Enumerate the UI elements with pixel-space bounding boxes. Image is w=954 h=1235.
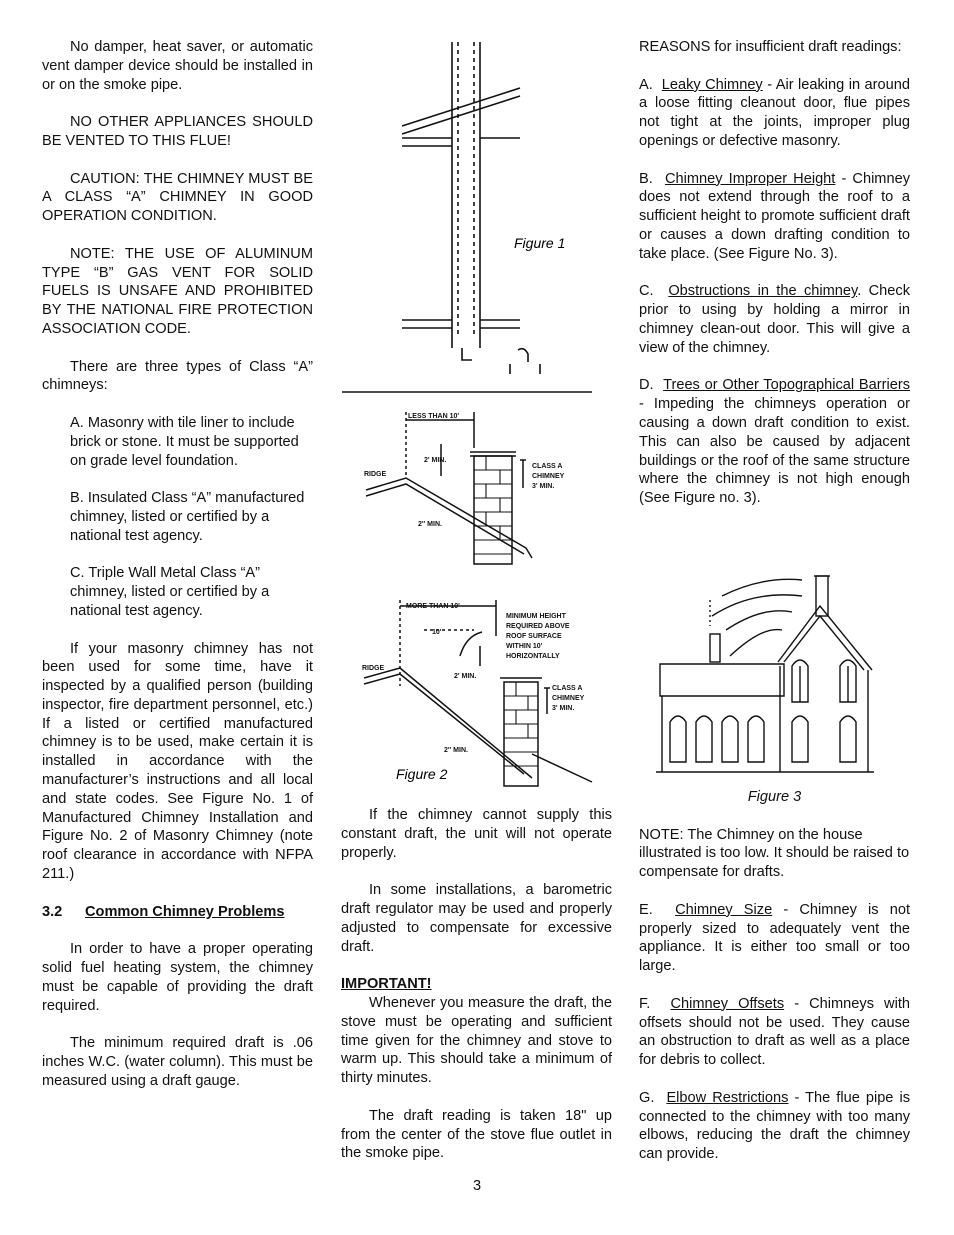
reason-elbow-restrictions <box>639 1089 910 1164</box>
minimum-draft-paragraph: The minimum required draft is .06 inches W.C. (water column). This must be measured using a draft gauge. <box>42 1035 313 1089</box>
reason-text: - The flue pipe is connected to the chimney with too many elbows, reducing the draft the chimney can provide. <box>639 1089 910 1163</box>
masonry-chimney-less-than-10ft-diagram <box>356 408 612 568</box>
masonry-inspection-paragraph: If your masonry chimney has not been used for some time, have it inspected by a qualified person (building inspector, fire department personnel, etc.) If a listed or certified manufactured chimney is to be used, make certain it is installed in accordance with the manufacturer’s instructions and all local and state codes. See Figure No. 1 of Manufactured Chimney Installation and Figure No. 2 of Masonry Chimney (note roof clearance in accordance with NFPA 211.) <box>42 640 313 883</box>
reason-title: Chimney Improper Height <box>665 170 836 187</box>
class-a-label-2: CHIMNEY <box>532 473 565 480</box>
draft-reading-paragraph: The draft reading is taken 18" up from the center of the stove flue outlet in the smoke pipe. <box>341 1107 612 1162</box>
figure-3-caption <box>639 788 910 807</box>
section-number: 3.2 <box>42 903 63 920</box>
reason-label: D. <box>639 377 654 394</box>
more-than-10ft-label: MORE THAN 10' <box>406 603 460 610</box>
right-column-bottom <box>639 788 910 1183</box>
figure-2 <box>356 596 612 790</box>
ridge-label-2: RIDGE <box>362 665 385 672</box>
reason-title: Elbow Restrictions <box>666 1089 789 1106</box>
section-heading <box>42 903 313 922</box>
reason-title: Chimney Size <box>675 901 773 918</box>
no-other-appliances-warning: NO OTHER APPLIANCES SHOULD BE VENTED TO THIS FLUE! <box>42 114 313 149</box>
left-column <box>42 38 313 1109</box>
figure-3 <box>652 566 882 812</box>
caution-paragraph: CAUTION: THE CHIMNEY MUST BE A CLASS “A” CHIMNEY IN GOOD OPERATION CONDITION. <box>42 170 313 225</box>
figure-2-caption: Figure 2 <box>396 766 448 782</box>
masonry-chimney-more-than-10ft-diagram <box>356 596 612 790</box>
class-a-label-5: CHIMNEY <box>552 695 585 702</box>
important-heading: IMPORTANT! <box>341 976 432 993</box>
measure-draft-paragraph: Whenever you measure the draft, the stove must be operating and sufficient time given for the chimney and stove to warm up. This should take a minimum of thirty minutes. <box>341 994 612 1087</box>
reason-title: Leaky Chimney <box>661 76 763 93</box>
reason-text: - Chimneys with offsets should not be used. They cause an obstruction to draft as well as a place for debris to collect. <box>639 995 911 1069</box>
reason-text: - Chimney is not properly sized to adequately vent the appliance. It is either too small or too large. <box>639 901 910 975</box>
reason-chimney-offsets <box>639 995 910 1070</box>
house-note: NOTE: The Chimney on the house illustrated is too low. It should be raised to compensate for drafts. <box>639 826 910 881</box>
less-than-10ft-label: LESS THAN 10' <box>408 413 460 420</box>
min-height-label-3: ROOF SURFACE <box>506 633 562 640</box>
barometric-regulator-paragraph: In some installations, a barometric draft regulator may be used and properly adjusted to compensate for excessive draft. <box>341 882 612 955</box>
class-a-label-4: CLASS A <box>552 685 583 692</box>
class-a-label-1: CLASS A <box>532 463 563 470</box>
reason-chimney-size <box>639 901 910 976</box>
reason-text: - Air leaking in around a loose fitting cleanout door, flue pipes not tight at the joints, improper plug openings or defective masonry. <box>639 76 910 149</box>
min-height-label-1: MINIMUM HEIGHT <box>506 613 566 620</box>
class-a-label-3: 3' MIN. <box>532 483 555 490</box>
figure-1 <box>340 38 612 394</box>
reason-improper-height <box>639 170 910 264</box>
reason-trees-barriers <box>639 376 910 508</box>
min-height-label-2: REQUIRED ABOVE <box>506 623 570 630</box>
reason-text: - Impeding the chimneys operation or causing a down draft condition to exist. This can also be caused by adjacent buildings or the roof of the same structure where the chimney is not high enough (See Figure no. 3). <box>639 396 910 507</box>
reason-label: G. <box>639 1089 655 1106</box>
reason-leaky-chimney <box>639 76 910 151</box>
reason-label: E. <box>639 901 653 918</box>
reason-text: - Chimney does not extend through the roof to a sufficient height to promote sufficient draft or causes a down drafting condition to take place. (See Figure No. 3). <box>639 170 910 262</box>
reason-label: C. <box>639 283 654 300</box>
page-number: 3 <box>472 1178 482 1194</box>
figure-1-caption: Figure 1 <box>514 235 566 251</box>
two-ft-min-label: 2' MIN. <box>424 457 447 464</box>
reason-obstructions <box>639 282 910 357</box>
min-height-label-4: WITHIN 10' <box>506 643 543 650</box>
list-item-masonry: A. Masonry with tile liner to include brick or stone. It must be supported on grade level foundation. <box>70 414 299 469</box>
two-in-min-label: 2'' MIN. <box>418 521 442 528</box>
reason-title: Obstructions in the chimney <box>668 283 858 300</box>
constant-draft-paragraph: If the chimney cannot supply this constant draft, the unit will not operate properly. <box>341 807 612 861</box>
min-height-label-5: HORIZONTALLY <box>506 653 560 660</box>
list-item-insulated: B. Insulated Class “A” manufactured chimney, listed or certified by a national test agency. <box>70 490 305 544</box>
damper-paragraph: No damper, heat saver, or automatic vent damper device should be installed in or on the smoke pipe. <box>42 39 313 93</box>
reason-title: Chimney Offsets <box>670 995 785 1012</box>
figure-3-caption-text: Figure 3 <box>747 789 802 805</box>
middle-column-text <box>341 806 612 1182</box>
reason-title: Trees or Other Topographical Barriers <box>663 377 910 394</box>
house-chimney-illustration <box>652 566 882 812</box>
aluminum-note-paragraph: NOTE: THE USE OF ALUMINUM TYPE “B” GAS VENT FOR SOLID FUELS IS UNSAFE AND PROHIBITED BY THE NATIONAL FIRE PROTECTION ASSOCIATION CODE. <box>42 245 313 337</box>
two-ft-min-label-2: 2' MIN. <box>454 673 477 680</box>
draft-requirement-paragraph: In order to have a proper operating solid fuel heating system, the chimney must be capable of providing the draft required. <box>42 941 313 1014</box>
reason-label: F. <box>639 995 651 1012</box>
section-title: Common Chimney Problems <box>85 903 285 920</box>
ridge-label: RIDGE <box>364 471 387 478</box>
reason-text: . Check prior to using by holding a mirror in chimney clean-out door. This will give a view of the chimney. <box>639 283 910 356</box>
reasons-intro: REASONS for insufficient draft readings: <box>639 39 902 55</box>
manufactured-chimney-diagram <box>340 38 612 394</box>
class-a-label-6: 3' MIN. <box>552 705 575 712</box>
right-column-top <box>639 38 910 527</box>
two-in-min-label-2: 2'' MIN. <box>444 747 468 754</box>
class-a-types-intro: There are three types of Class “A” chimneys: <box>42 358 313 394</box>
reason-label: B. <box>639 170 653 187</box>
list-item-triple-wall: C. Triple Wall Metal Class “A” chimney, listed or certified by a national test agency. <box>70 565 270 619</box>
ten-ft-label: 10' <box>432 629 442 636</box>
reason-label: A. <box>639 76 653 93</box>
figure-2-top <box>356 408 612 568</box>
